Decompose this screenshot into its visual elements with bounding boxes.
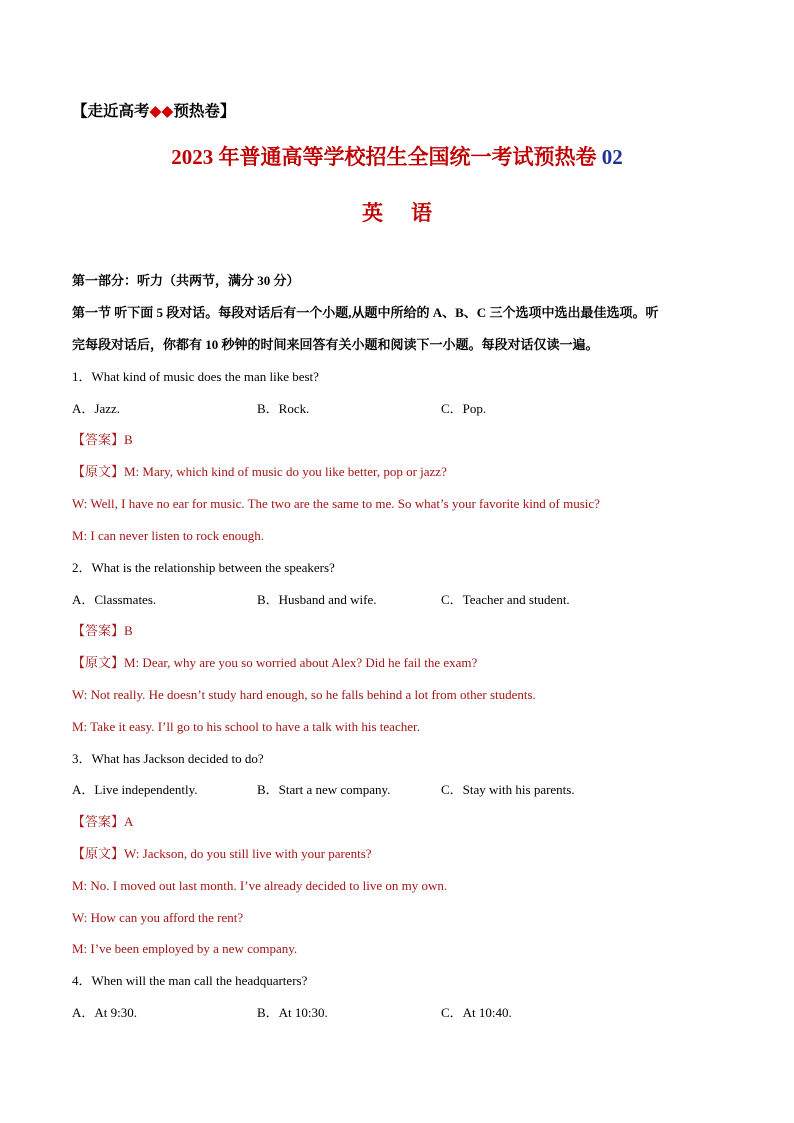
question-4-option-c: C．At 10:40.	[441, 1005, 512, 1020]
transcript-line-2-3: M: Take it easy. I’ll go to his school to have a talk with his teacher.	[72, 719, 420, 734]
part-heading: 第一部分：听力（共两节，满分 30 分）	[72, 273, 300, 288]
transcript-line-1-2: W: Well, I have no ear for music. The two are the same to me. So what’s your favorite kind of music?	[72, 496, 600, 511]
question-1-option-c: C．Pop.	[441, 401, 487, 416]
section-instructions-line-1: 第一节 听下面 5 段对话。每段对话后有一个小题,从题中所给的 A、B、C 三个选项中选出最佳选项。听	[72, 305, 659, 320]
question-4-option-b: B．At 10:30.	[257, 1005, 328, 1020]
answer-value: B	[124, 432, 133, 447]
transcript-label: 【原文】	[72, 846, 125, 861]
question-3-option-a: A．Live independently.	[72, 782, 198, 797]
answer-line-3	[72, 813, 133, 831]
question-stem-4: 4．When will the man call the headquarters?	[72, 973, 308, 988]
question-4-option-a: A．At 9:30.	[72, 1005, 138, 1020]
subject-title	[0, 199, 794, 227]
answer-label: 【答案】	[72, 623, 125, 638]
transcript-label: 【原文】	[72, 655, 125, 670]
answer-label: 【答案】	[72, 814, 125, 829]
transcript-line-1-1: 【原文】M: Mary, which kind of music do you like better, pop or jazz?	[72, 464, 447, 479]
question-stem-3: 3．What has Jackson decided to do?	[72, 751, 264, 766]
answer-line-2	[72, 622, 133, 640]
question-3-option-c: C．Stay with his parents.	[441, 782, 575, 797]
subject-char-2: 语	[411, 201, 432, 225]
transcript-line-3-2: M: No. I moved out last month. I’ve already decided to live on my own.	[72, 878, 448, 893]
series-tag	[72, 101, 235, 123]
section-instructions-line-2: 完每段对话后，你都有 10 秒钟的时间来回答有关小题和阅读下一小题。每段对话仅读一遍。	[72, 337, 599, 352]
question-2-option-b: B．Husband and wife.	[257, 592, 377, 607]
transcript-line-2-2: W: Not really. He doesn’t study hard enough, so he falls behind a lot from other students.	[72, 687, 536, 702]
subject-char-1: 英	[362, 201, 383, 225]
question-stem-1: 1．What kind of music does the man like best?	[72, 369, 319, 384]
transcript-line-1-3: M: I can never listen to rock enough.	[72, 528, 265, 543]
exam-title	[0, 143, 794, 171]
diamond-icon: ◆◆	[149, 103, 174, 120]
exam-title-number: 02	[601, 145, 623, 169]
question-3-option-b: B．Start a new company.	[257, 782, 391, 797]
question-2-option-c: C．Teacher and student.	[441, 592, 570, 607]
question-1-option-a: A．Jazz.	[72, 401, 121, 416]
series-tag-open: 【走近高考	[72, 103, 150, 120]
transcript-line-3-1: 【原文】W: Jackson, do you still live with your parents?	[72, 846, 372, 861]
answer-line-1	[72, 431, 133, 449]
answer-label: 【答案】	[72, 432, 125, 447]
answer-value: A	[124, 814, 134, 829]
question-stem-2: 2．What is the relationship between the speakers?	[72, 560, 335, 575]
question-1-option-b: B．Rock.	[257, 401, 310, 416]
transcript-line-3-4: M: I’ve been employed by a new company.	[72, 941, 298, 956]
transcript-line-2-1: 【原文】M: Dear, why are you so worried about Alex? Did he fail the exam?	[72, 655, 478, 670]
transcript-label: 【原文】	[72, 464, 125, 479]
exam-title-main: 2023 年普通高等学校招生全国统一考试预热卷	[171, 145, 602, 169]
answer-value: B	[124, 623, 133, 638]
transcript-line-3-3: W: How can you afford the rent?	[72, 910, 244, 925]
series-tag-close: 预热卷】	[173, 103, 236, 120]
question-2-option-a: A．Classmates.	[72, 592, 157, 607]
